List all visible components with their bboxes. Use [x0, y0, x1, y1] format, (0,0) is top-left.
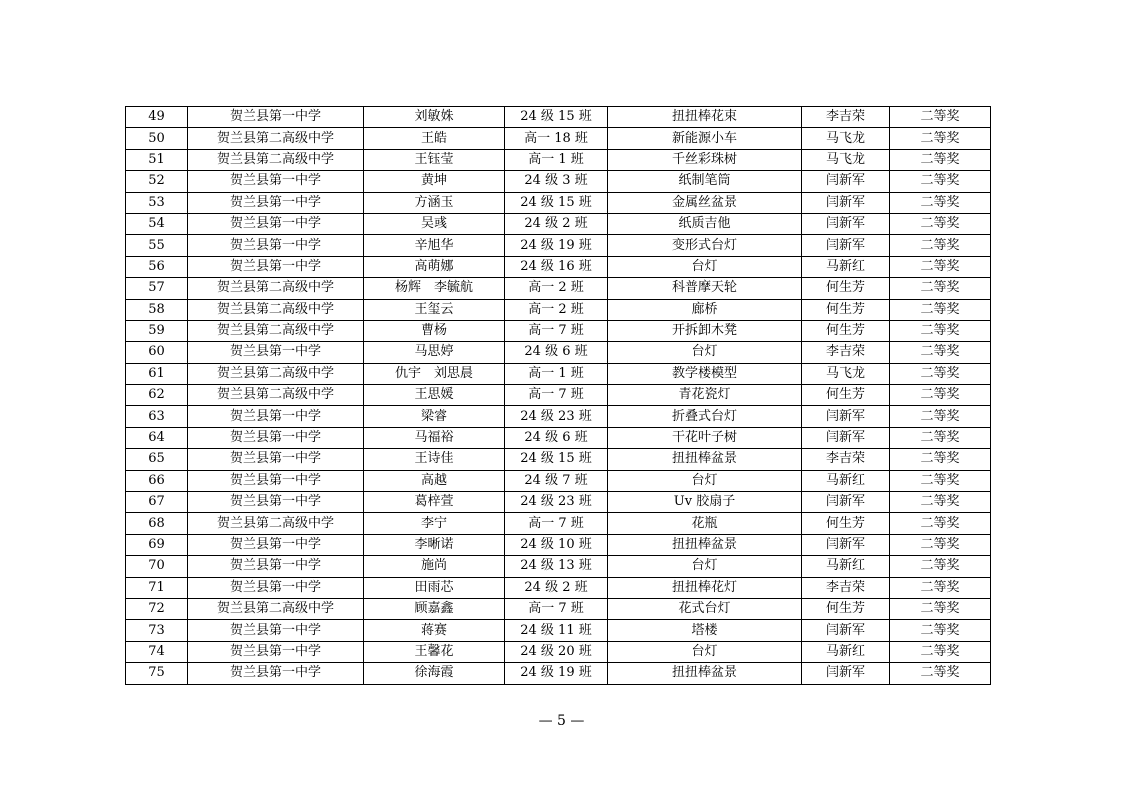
student-name-cell: 方涵玉: [364, 192, 505, 213]
work-title-cell: 台灯: [608, 556, 802, 577]
class-cell: 24 级 15 班: [505, 107, 608, 128]
table-row: [126, 107, 991, 128]
row-number-cell: 61: [126, 363, 188, 384]
teacher-cell: 何生芳: [802, 320, 890, 341]
class-cell: 高一 7 班: [505, 320, 608, 341]
work-title-cell: 扭扭棒盆景: [608, 449, 802, 470]
award-cell: 二等奖: [890, 149, 991, 170]
class-cell: 24 级 10 班: [505, 534, 608, 555]
teacher-cell: 李吉荣: [802, 107, 890, 128]
class-cell: 24 级 13 班: [505, 556, 608, 577]
row-number-cell: 68: [126, 513, 188, 534]
school-cell: 贺兰县第二高级中学: [188, 385, 364, 406]
work-title-cell: 台灯: [608, 641, 802, 662]
award-cell: 二等奖: [890, 342, 991, 363]
row-number-cell: 67: [126, 492, 188, 513]
teacher-cell: 闫新军: [802, 663, 890, 684]
work-title-cell: 金属丝盆景: [608, 192, 802, 213]
class-cell: 24 级 7 班: [505, 470, 608, 491]
school-cell: 贺兰县第一中学: [188, 427, 364, 448]
work-title-cell: 千丝彩珠树: [608, 149, 802, 170]
table-row: [126, 620, 991, 641]
table-row: [126, 342, 991, 363]
table-row: [126, 235, 991, 256]
student-name-cell: 马思婷: [364, 342, 505, 363]
school-cell: 贺兰县第一中学: [188, 556, 364, 577]
school-cell: 贺兰县第一中学: [188, 171, 364, 192]
student-name-cell: 李晰诺: [364, 534, 505, 555]
teacher-cell: 马新红: [802, 556, 890, 577]
row-number-cell: 60: [126, 342, 188, 363]
award-list-table: [125, 106, 991, 685]
class-cell: 24 级 11 班: [505, 620, 608, 641]
student-name-cell: 徐海霞: [364, 663, 505, 684]
student-name-cell: 高越: [364, 470, 505, 491]
page-number: — 5 —: [538, 713, 585, 729]
school-cell: 贺兰县第一中学: [188, 342, 364, 363]
teacher-cell: 马飞龙: [802, 128, 890, 149]
teacher-cell: 李吉荣: [802, 342, 890, 363]
teacher-cell: 何生芳: [802, 299, 890, 320]
school-cell: 贺兰县第一中学: [188, 663, 364, 684]
table-row: [126, 213, 991, 234]
table-row: [126, 299, 991, 320]
school-cell: 贺兰县第一中学: [188, 492, 364, 513]
award-cell: 二等奖: [890, 256, 991, 277]
class-cell: 高一 7 班: [505, 598, 608, 619]
table-row: [126, 192, 991, 213]
award-cell: 二等奖: [890, 320, 991, 341]
award-cell: 二等奖: [890, 598, 991, 619]
student-name-cell: 曹杨: [364, 320, 505, 341]
teacher-cell: 闫新军: [802, 235, 890, 256]
work-title-cell: 扭扭棒盆景: [608, 663, 802, 684]
award-cell: 二等奖: [890, 427, 991, 448]
teacher-cell: 闫新军: [802, 620, 890, 641]
award-cell: 二等奖: [890, 620, 991, 641]
school-cell: 贺兰县第一中学: [188, 449, 364, 470]
school-cell: 贺兰县第二高级中学: [188, 149, 364, 170]
work-title-cell: 扭扭棒花灯: [608, 577, 802, 598]
student-name-cell: 王玺云: [364, 299, 505, 320]
award-cell: 二等奖: [890, 385, 991, 406]
work-title-cell: 台灯: [608, 342, 802, 363]
table-row: [126, 427, 991, 448]
award-cell: 二等奖: [890, 299, 991, 320]
teacher-cell: 李吉荣: [802, 449, 890, 470]
student-name-cell: 王馨花: [364, 641, 505, 662]
work-title-cell: 扭扭棒盆景: [608, 534, 802, 555]
student-name-cell: 杨辉 李毓航: [364, 278, 505, 299]
row-number-cell: 51: [126, 149, 188, 170]
work-title-cell: 折叠式台灯: [608, 406, 802, 427]
table-row: [126, 320, 991, 341]
student-name-cell: 王皓: [364, 128, 505, 149]
student-name-cell: 梁睿: [364, 406, 505, 427]
row-number-cell: 55: [126, 235, 188, 256]
work-title-cell: Uv 胶扇子: [608, 492, 802, 513]
award-cell: 二等奖: [890, 213, 991, 234]
table-row: [126, 470, 991, 491]
teacher-cell: 闫新军: [802, 492, 890, 513]
row-number-cell: 54: [126, 213, 188, 234]
row-number-cell: 59: [126, 320, 188, 341]
class-cell: 24 级 23 班: [505, 492, 608, 513]
teacher-cell: 闫新军: [802, 427, 890, 448]
class-cell: 高一 18 班: [505, 128, 608, 149]
teacher-cell: 闫新军: [802, 534, 890, 555]
row-number-cell: 66: [126, 470, 188, 491]
award-cell: 二等奖: [890, 556, 991, 577]
table-row: [126, 149, 991, 170]
teacher-cell: 何生芳: [802, 513, 890, 534]
school-cell: 贺兰县第二高级中学: [188, 598, 364, 619]
row-number-cell: 57: [126, 278, 188, 299]
school-cell: 贺兰县第二高级中学: [188, 363, 364, 384]
table-row: [126, 406, 991, 427]
school-cell: 贺兰县第一中学: [188, 107, 364, 128]
row-number-cell: 72: [126, 598, 188, 619]
student-name-cell: 王钰莹: [364, 149, 505, 170]
student-name-cell: 马福裕: [364, 427, 505, 448]
school-cell: 贺兰县第二高级中学: [188, 320, 364, 341]
work-title-cell: 台灯: [608, 470, 802, 491]
student-name-cell: 高萌娜: [364, 256, 505, 277]
table-row: [126, 449, 991, 470]
award-cell: 二等奖: [890, 492, 991, 513]
school-cell: 贺兰县第一中学: [188, 406, 364, 427]
row-number-cell: 62: [126, 385, 188, 406]
work-title-cell: 塔楼: [608, 620, 802, 641]
class-cell: 24 级 19 班: [505, 663, 608, 684]
work-title-cell: 开拆卸木凳: [608, 320, 802, 341]
award-cell: 二等奖: [890, 128, 991, 149]
student-name-cell: 顾嘉鑫: [364, 598, 505, 619]
row-number-cell: 69: [126, 534, 188, 555]
award-cell: 二等奖: [890, 406, 991, 427]
award-cell: 二等奖: [890, 107, 991, 128]
table-row: [126, 598, 991, 619]
student-name-cell: 施尚: [364, 556, 505, 577]
row-number-cell: 70: [126, 556, 188, 577]
class-cell: 24 级 15 班: [505, 449, 608, 470]
class-cell: 24 级 3 班: [505, 171, 608, 192]
teacher-cell: 马新红: [802, 641, 890, 662]
teacher-cell: 闫新军: [802, 213, 890, 234]
table-row: [126, 363, 991, 384]
student-name-cell: 李宁: [364, 513, 505, 534]
class-cell: 24 级 20 班: [505, 641, 608, 662]
work-title-cell: 花式台灯: [608, 598, 802, 619]
class-cell: 24 级 6 班: [505, 342, 608, 363]
teacher-cell: 闫新军: [802, 192, 890, 213]
award-cell: 二等奖: [890, 235, 991, 256]
row-number-cell: 49: [126, 107, 188, 128]
teacher-cell: 马飞龙: [802, 149, 890, 170]
work-title-cell: 扭扭棒花束: [608, 107, 802, 128]
class-cell: 高一 7 班: [505, 513, 608, 534]
student-name-cell: 辛旭华: [364, 235, 505, 256]
school-cell: 贺兰县第一中学: [188, 192, 364, 213]
student-name-cell: 蒋赛: [364, 620, 505, 641]
work-title-cell: 教学楼模型: [608, 363, 802, 384]
table-row: [126, 256, 991, 277]
table-row: [126, 663, 991, 684]
school-cell: 贺兰县第二高级中学: [188, 513, 364, 534]
row-number-cell: 53: [126, 192, 188, 213]
table-row: [126, 577, 991, 598]
table-row: [126, 556, 991, 577]
school-cell: 贺兰县第一中学: [188, 235, 364, 256]
award-cell: 二等奖: [890, 363, 991, 384]
school-cell: 贺兰县第一中学: [188, 620, 364, 641]
student-name-cell: 仇宇 刘思晨: [364, 363, 505, 384]
row-number-cell: 75: [126, 663, 188, 684]
award-cell: 二等奖: [890, 278, 991, 299]
award-cell: 二等奖: [890, 171, 991, 192]
class-cell: 24 级 16 班: [505, 256, 608, 277]
row-number-cell: 56: [126, 256, 188, 277]
class-cell: 24 级 15 班: [505, 192, 608, 213]
work-title-cell: 花瓶: [608, 513, 802, 534]
award-cell: 二等奖: [890, 449, 991, 470]
class-cell: 24 级 6 班: [505, 427, 608, 448]
table-row: [126, 513, 991, 534]
school-cell: 贺兰县第二高级中学: [188, 299, 364, 320]
work-title-cell: 台灯: [608, 256, 802, 277]
award-cell: 二等奖: [890, 641, 991, 662]
table-row: [126, 385, 991, 406]
award-cell: 二等奖: [890, 663, 991, 684]
class-cell: 高一 2 班: [505, 278, 608, 299]
row-number-cell: 64: [126, 427, 188, 448]
teacher-cell: 何生芳: [802, 598, 890, 619]
work-title-cell: 干花叶子树: [608, 427, 802, 448]
row-number-cell: 74: [126, 641, 188, 662]
student-name-cell: 吴彧: [364, 213, 505, 234]
teacher-cell: 闫新军: [802, 406, 890, 427]
work-title-cell: 青花瓷灯: [608, 385, 802, 406]
class-cell: 24 级 19 班: [505, 235, 608, 256]
school-cell: 贺兰县第一中学: [188, 470, 364, 491]
teacher-cell: 马新红: [802, 470, 890, 491]
teacher-cell: 马飞龙: [802, 363, 890, 384]
row-number-cell: 52: [126, 171, 188, 192]
class-cell: 24 级 23 班: [505, 406, 608, 427]
student-name-cell: 王思媛: [364, 385, 505, 406]
school-cell: 贺兰县第一中学: [188, 641, 364, 662]
award-cell: 二等奖: [890, 192, 991, 213]
school-cell: 贺兰县第一中学: [188, 256, 364, 277]
school-cell: 贺兰县第一中学: [188, 213, 364, 234]
student-name-cell: 黄坤: [364, 171, 505, 192]
award-cell: 二等奖: [890, 534, 991, 555]
class-cell: 高一 1 班: [505, 149, 608, 170]
table-body: [126, 107, 991, 685]
row-number-cell: 63: [126, 406, 188, 427]
work-title-cell: 廊桥: [608, 299, 802, 320]
teacher-cell: 闫新军: [802, 171, 890, 192]
school-cell: 贺兰县第二高级中学: [188, 128, 364, 149]
class-cell: 24 级 2 班: [505, 577, 608, 598]
row-number-cell: 58: [126, 299, 188, 320]
work-title-cell: 纸质吉他: [608, 213, 802, 234]
table-row: [126, 492, 991, 513]
teacher-cell: 何生芳: [802, 385, 890, 406]
award-cell: 二等奖: [890, 513, 991, 534]
student-name-cell: 田雨芯: [364, 577, 505, 598]
row-number-cell: 73: [126, 620, 188, 641]
school-cell: 贺兰县第二高级中学: [188, 278, 364, 299]
class-cell: 高一 7 班: [505, 385, 608, 406]
row-number-cell: 50: [126, 128, 188, 149]
row-number-cell: 71: [126, 577, 188, 598]
student-name-cell: 葛梓萱: [364, 492, 505, 513]
table-row: [126, 171, 991, 192]
teacher-cell: 何生芳: [802, 278, 890, 299]
award-cell: 二等奖: [890, 470, 991, 491]
school-cell: 贺兰县第一中学: [188, 577, 364, 598]
table-row: [126, 641, 991, 662]
student-name-cell: 王诗佳: [364, 449, 505, 470]
class-cell: 高一 1 班: [505, 363, 608, 384]
table-row: [126, 278, 991, 299]
school-cell: 贺兰县第一中学: [188, 534, 364, 555]
teacher-cell: 马新红: [802, 256, 890, 277]
work-title-cell: 科普摩天轮: [608, 278, 802, 299]
table-row: [126, 128, 991, 149]
work-title-cell: 纸制笔筒: [608, 171, 802, 192]
table-row: [126, 534, 991, 555]
award-cell: 二等奖: [890, 577, 991, 598]
row-number-cell: 65: [126, 449, 188, 470]
class-cell: 高一 2 班: [505, 299, 608, 320]
work-title-cell: 新能源小车: [608, 128, 802, 149]
class-cell: 24 级 2 班: [505, 213, 608, 234]
student-name-cell: 刘敏姝: [364, 107, 505, 128]
teacher-cell: 李吉荣: [802, 577, 890, 598]
work-title-cell: 变形式台灯: [608, 235, 802, 256]
